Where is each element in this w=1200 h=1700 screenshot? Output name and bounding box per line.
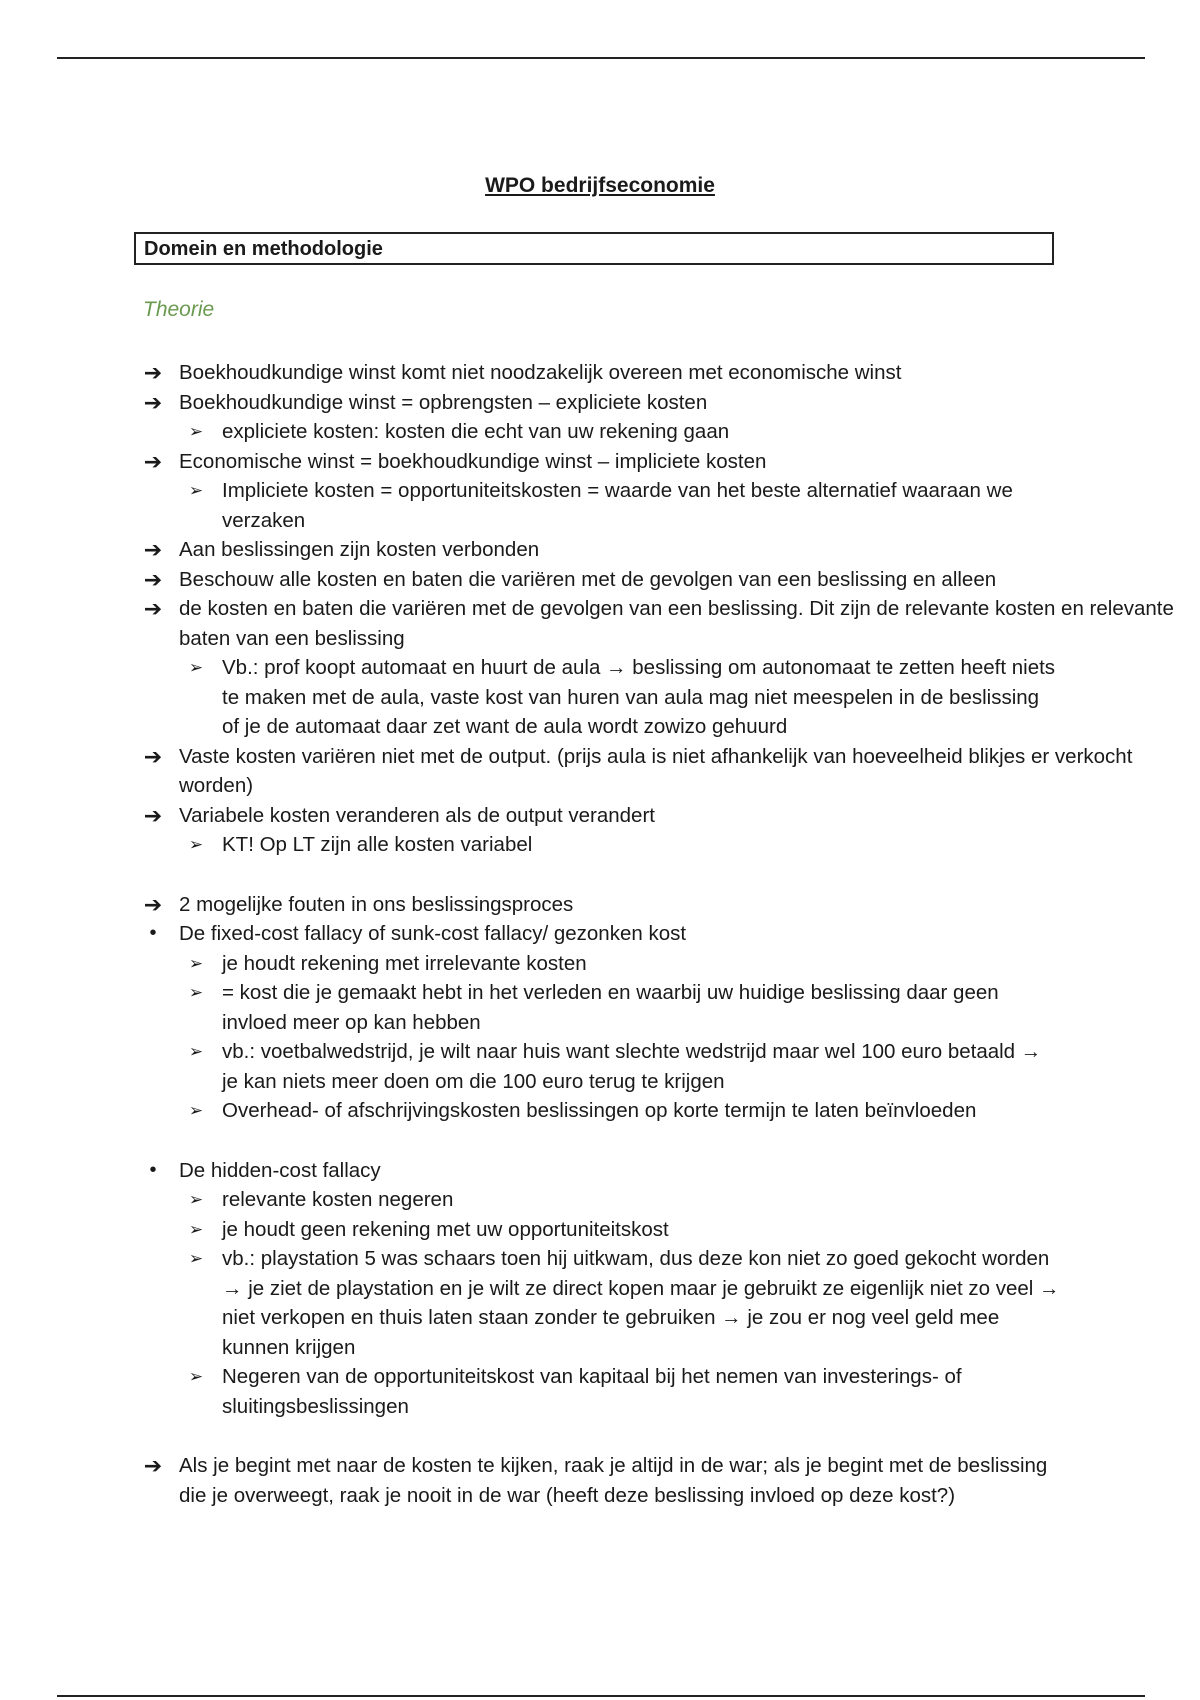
arrow-icon: ➔ xyxy=(143,1453,163,1478)
arrowhead-icon: ➢ xyxy=(188,658,204,677)
arrowhead-icon: ➢ xyxy=(188,1249,204,1268)
list-item: ➢ je houdt rekening met irrelevante kosten xyxy=(0,949,1200,979)
list-item: • De hidden-cost fallacy xyxy=(0,1156,1200,1186)
arrowhead-icon: ➢ xyxy=(188,835,204,854)
spacer xyxy=(0,860,1200,890)
list-item: ➢ vb.: voetbalwedstrijd, je wilt naar huis want slechte wedstrijd maar wel 100 euro betaald → je kan niets meer doen om die 100 euro terug te krijgen xyxy=(0,1037,1200,1096)
list-item: ➔ Boekhoudkundige winst komt niet noodzakelijk overeen met economische winst xyxy=(0,358,1200,388)
arrow-icon: ➔ xyxy=(143,596,163,621)
list-item: ➔ 2 mogelijke fouten in ons beslissingsproces xyxy=(0,890,1200,920)
header-rule xyxy=(57,57,1145,59)
list-item: ➔ Boekhoudkundige winst = opbrengsten – expliciete kosten xyxy=(0,388,1200,418)
arrowhead-icon: ➢ xyxy=(188,1367,204,1386)
spacer xyxy=(0,1126,1200,1156)
list-item: ➔ Variabele kosten veranderen als de output verandert xyxy=(0,801,1200,831)
footer-rule xyxy=(57,1695,1145,1697)
spacer xyxy=(0,1421,1200,1451)
arrowhead-icon: ➢ xyxy=(188,983,204,1002)
list-item: ➔ Economische winst = boekhoudkundige winst – impliciete kosten xyxy=(0,447,1200,477)
arrow-icon: ➔ xyxy=(143,448,163,474)
list-item: ➢ relevante kosten negeren xyxy=(0,1185,1200,1215)
list-item: ➢ je houdt geen rekening met uw opportuniteitskost xyxy=(0,1215,1200,1245)
list-item: ➢ Overhead- of afschrijvingskosten beslissingen op korte termijn te laten beïnvloeden xyxy=(0,1096,1200,1126)
arrow-icon: ➔ xyxy=(143,802,163,828)
arrowhead-icon: ➢ xyxy=(188,1101,204,1120)
list-item: ➔ Als je begint met naar de kosten te kijken, raak je altijd in de war; als je begint met de beslissing die je overweegt, raak je nooit in de war (heeft deze beslissing invloed op deze kost?) xyxy=(0,1451,1200,1510)
list-item: ➔ Aan beslissingen zijn kosten verbonden xyxy=(0,535,1200,565)
arrow-icon: ➔ xyxy=(143,743,163,769)
arrowhead-icon: ➢ xyxy=(188,1042,204,1061)
arrow-icon: ➔ xyxy=(143,566,163,592)
list-item: ➔ de kosten en baten die variëren met de gevolgen van een beslissing. Dit zijn de relevante kosten en relevante baten van een beslissing xyxy=(0,594,1200,653)
bullet-icon: • xyxy=(149,922,157,944)
arrow-icon: ➔ xyxy=(143,891,163,917)
arrow-icon: ➔ xyxy=(143,389,163,415)
arrow-icon: ➔ xyxy=(143,360,163,385)
section-heading: Domein en methodologie xyxy=(134,232,1054,265)
arrowhead-icon: ➢ xyxy=(188,422,204,441)
document-title: WPO bedrijfseconomie xyxy=(485,174,715,197)
list-item: ➢ vb.: playstation 5 was schaars toen hij uitkwam, dus deze kon niet zo goed gekocht worden → je ziet de playstation en je wilt ze direct kopen maar je gebruikt ze eigenlijk niet zo veel → niet verkopen en thuis laten staan zonder te gebruiken → je zou er nog veel geld mee kunnen krijgen xyxy=(0,1244,1200,1362)
arrowhead-icon: ➢ xyxy=(188,1190,204,1209)
list-item: ➢ = kost die je gemaakt hebt in het verleden en waarbij uw huidige beslissing daar geen invloed meer op kan hebben xyxy=(0,978,1200,1037)
arrow-icon: ➔ xyxy=(143,537,163,562)
subheading: Theorie xyxy=(143,298,215,321)
list-item: ➢ Impliciete kosten = opportuniteitskosten = waarde van het beste alternatief waaraan we verzaken xyxy=(0,476,1200,535)
list-item: • De fixed-cost fallacy of sunk-cost fallacy/ gezonken kost xyxy=(0,919,1200,949)
list-item: ➔ Vaste kosten variëren niet met de output. (prijs aula is niet afhankelijk van hoeveelheid blikjes er verkocht worden) xyxy=(0,742,1200,801)
list-item: ➢ KT! Op LT zijn alle kosten variabel xyxy=(0,830,1200,860)
list-item: ➔ Beschouw alle kosten en baten die variëren met de gevolgen van een beslissing en alleen xyxy=(0,565,1200,595)
notes-body xyxy=(0,358,1200,1510)
arrowhead-icon: ➢ xyxy=(188,953,204,973)
arrowhead-icon: ➢ xyxy=(188,1219,204,1239)
list-item: ➢ expliciete kosten: kosten die echt van uw rekening gaan xyxy=(0,417,1200,447)
arrowhead-icon: ➢ xyxy=(188,481,204,500)
bullet-icon: • xyxy=(149,1158,157,1181)
list-item: ➢ Vb.: prof koopt automaat en huurt de aula → beslissing om autonomaat te zetten heeft niets te maken met de aula, vaste kost van huren van aula mag niet meespelen in de beslissing of je de automaat daar zet want de aula wordt zowizo gehuurd xyxy=(0,653,1200,742)
list-item: ➢ Negeren van de opportuniteitskost van kapitaal bij het nemen van investerings- of sluitingsbeslissingen xyxy=(0,1362,1200,1421)
